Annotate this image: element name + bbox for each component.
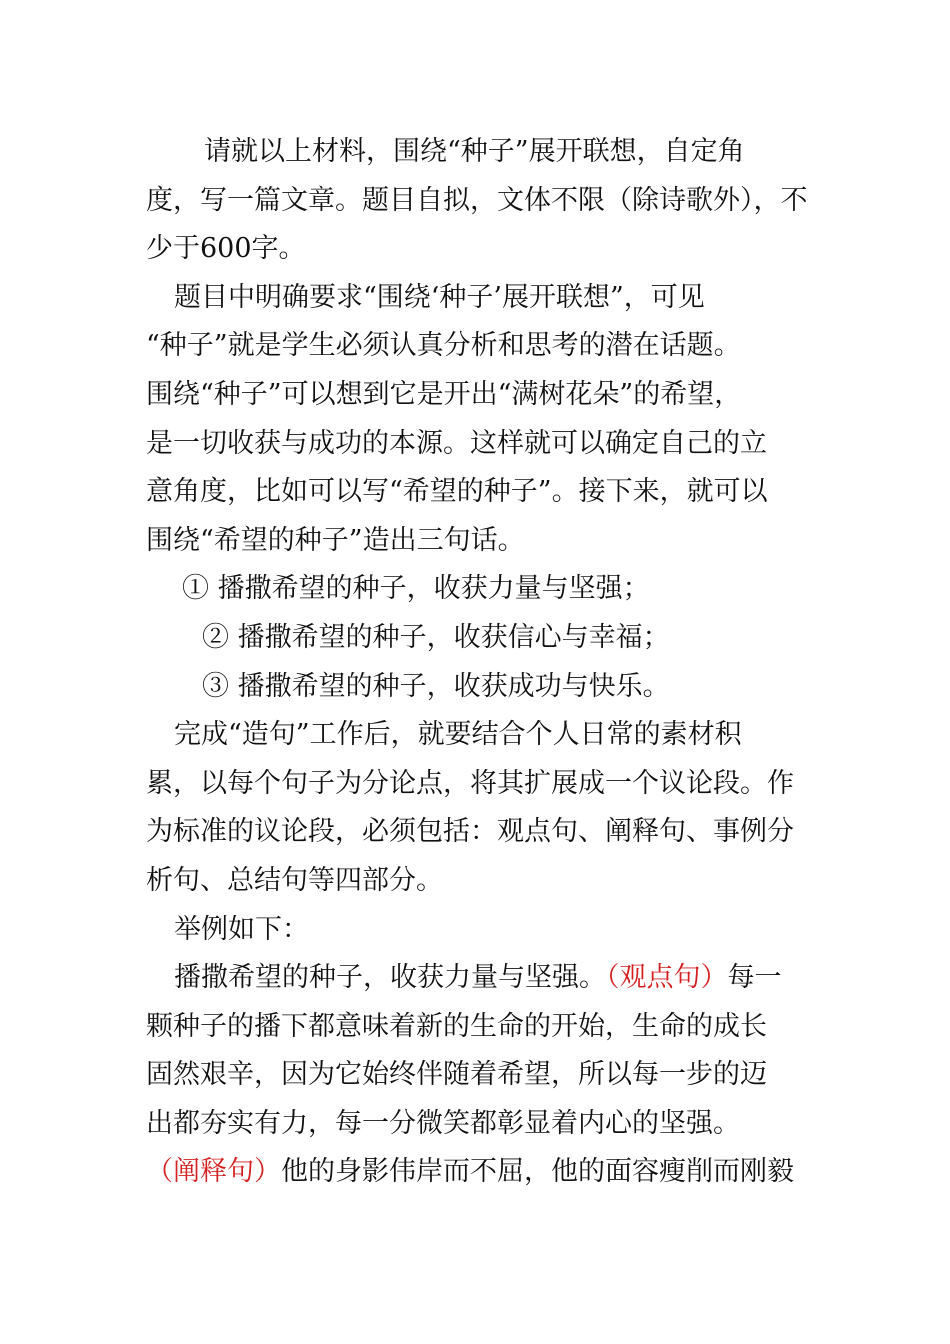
- text-line: 出都夯实有力，每一分微笑都彰显着内心的坚强。: [146, 1107, 740, 1139]
- text-line: 累，以每个句子为分论点，将其扩展成一个议论段。作: [146, 767, 794, 799]
- text-line: [146, 954, 810, 1003]
- annotation-explanation: （阐释句）: [146, 1156, 281, 1188]
- text-line: 围绕“种子”可以想到它是开出“满树花朵”的希望，: [146, 378, 742, 410]
- list-item: ② 播撒希望的种子，收获信心与幸福；: [202, 621, 670, 653]
- text-line: 度，写一篇文章。题目自拟，文体不限（除诗歌外），不: [146, 184, 808, 216]
- paragraph-method: [146, 711, 810, 905]
- text-line: 完成“造句”工作后，就要结合个人日常的素材积: [174, 719, 742, 751]
- text-line: 少于600字。: [146, 233, 306, 265]
- text-line: 固然艰辛，因为它始终伴随着希望，所以每一步的迈: [146, 1059, 767, 1091]
- sentence-list: [146, 565, 810, 711]
- text-line: 析句、总结句等四部分。: [146, 864, 443, 896]
- text-line: [146, 1148, 810, 1197]
- text-fragment: 他的身影伟岸而不屈，他的面容瘦削而刚毅: [281, 1156, 794, 1188]
- text-line: 举例如下：: [174, 913, 309, 945]
- text-line: 是一切收获与成功的本源。这样就可以确定自己的立: [146, 427, 767, 459]
- paragraph-instructions: [146, 128, 810, 274]
- paragraph-analysis: [146, 274, 810, 566]
- document-body: [146, 128, 810, 1197]
- list-item: ① 播撒希望的种子，收获力量与坚强；: [182, 573, 650, 605]
- paragraph-example: [146, 954, 810, 1197]
- text-line: 颗种子的播下都意味着新的生命的开始，生命的成长: [146, 1010, 767, 1042]
- list-item: ③ 播撒希望的种子，收获成功与快乐。: [202, 670, 670, 702]
- text-fragment: 每一: [727, 962, 782, 994]
- paragraph-example-intro: [146, 906, 810, 955]
- text-line: 题目中明确要求“围绕‘种子’展开联想”，可见: [174, 281, 705, 313]
- annotation-viewpoint: （观点句）: [606, 962, 728, 994]
- text-line: 请就以上材料，围绕“种子”展开联想，自定角: [204, 136, 745, 167]
- text-line: “种子”就是学生必须认真分析和思考的潜在话题。: [146, 330, 741, 362]
- text-line: 为标准的议论段，必须包括：观点句、阐释句、事例分: [146, 816, 794, 848]
- viewpoint-sentence: 播撒希望的种子，收获力量与坚强。: [174, 962, 606, 994]
- text-line: 意角度，比如可以写“希望的种子”。接下来，就可以: [146, 476, 768, 508]
- text-line: 围绕“希望的种子”造出三句话。: [146, 524, 525, 556]
